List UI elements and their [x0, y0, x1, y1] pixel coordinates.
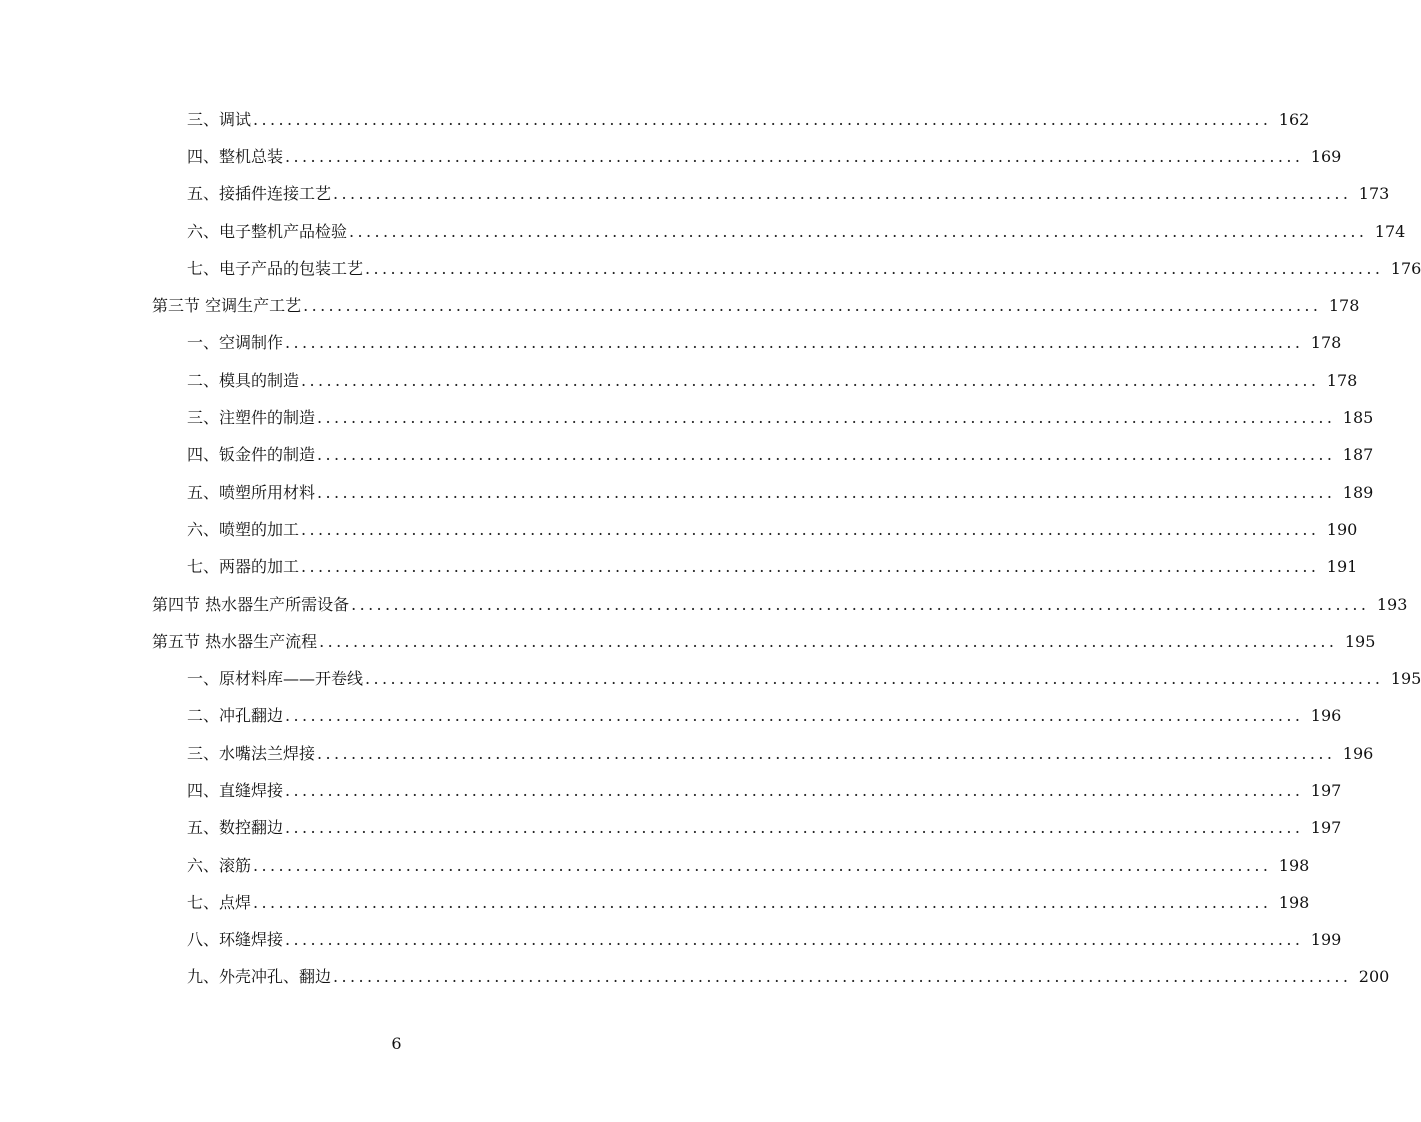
toc-dot-leader: ........................................................................................................................	[253, 109, 1272, 129]
toc-entry-title: 七、两器的加工	[187, 557, 300, 577]
toc-entry-title: 一、空调制作	[187, 333, 284, 353]
toc-entry-page: 173	[1358, 184, 1390, 204]
toc-entry[interactable]	[152, 586, 1408, 623]
toc-dot-leader: ........................................................................................................................	[317, 445, 1336, 465]
toc-entry[interactable]	[187, 959, 1390, 996]
toc-entry-page: 178	[1328, 296, 1360, 316]
toc-entry[interactable]	[187, 549, 1358, 586]
toc-entry[interactable]	[187, 101, 1310, 138]
toc-entry-page: 162	[1278, 109, 1310, 129]
toc-entry-page: 193	[1376, 594, 1408, 614]
toc-entry-title: 六、电子整机产品检验	[187, 221, 348, 241]
toc-entry[interactable]	[187, 735, 1374, 772]
toc-entry-title: 五、喷塑所用材料	[187, 482, 316, 502]
toc-entry-page: 199	[1310, 930, 1342, 950]
toc-dot-leader: ........................................................................................................................	[285, 930, 1304, 950]
table-of-contents	[0, 101, 1421, 996]
toc-dot-leader: ........................................................................................................................	[317, 743, 1336, 763]
toc-entry-title: 第三节 空调生产工艺	[152, 296, 302, 316]
toc-entry-title: 七、电子产品的包装工艺	[187, 258, 364, 278]
toc-entry-page: 178	[1326, 370, 1358, 390]
toc-entry-page: 190	[1326, 519, 1358, 539]
toc-dot-leader: ........................................................................................................................	[351, 594, 1370, 614]
toc-entry[interactable]	[187, 772, 1342, 809]
toc-entry[interactable]	[187, 884, 1310, 921]
toc-dot-leader: ........................................................................................................................	[285, 780, 1304, 800]
toc-dot-leader: ........................................................................................................................	[301, 557, 1320, 577]
toc-dot-leader: ........................................................................................................................	[333, 184, 1352, 204]
toc-entry-page: 191	[1326, 557, 1358, 577]
toc-dot-leader: ........................................................................................................................	[365, 258, 1384, 278]
toc-entry-title: 一、原材料库——开卷线	[187, 669, 364, 689]
toc-dot-leader: ........................................................................................................................	[319, 631, 1338, 651]
toc-entry-title: 三、调试	[187, 109, 252, 129]
toc-entry-title: 三、注塑件的制造	[187, 408, 316, 428]
toc-entry-page: 185	[1342, 408, 1374, 428]
toc-entry[interactable]	[187, 325, 1342, 362]
toc-entry-title: 六、滚筋	[187, 855, 252, 875]
toc-entry[interactable]	[187, 399, 1374, 436]
toc-entry-page: 197	[1310, 780, 1342, 800]
toc-entry[interactable]	[187, 138, 1342, 175]
toc-entry-page: 178	[1310, 333, 1342, 353]
toc-entry-page: 196	[1310, 706, 1342, 726]
toc-dot-leader: ........................................................................................................................	[253, 892, 1272, 912]
toc-entry-title: 八、环缝焊接	[187, 930, 284, 950]
toc-entry-page: 176	[1390, 258, 1421, 278]
toc-entry-title: 五、数控翻边	[187, 818, 284, 838]
toc-dot-leader: ........................................................................................................................	[365, 669, 1384, 689]
toc-entry-title: 四、整机总装	[187, 146, 284, 166]
toc-entry-title: 三、水嘴法兰焊接	[187, 743, 316, 763]
toc-entry[interactable]	[152, 623, 1376, 660]
toc-dot-leader: ........................................................................................................................	[253, 855, 1272, 875]
toc-entry-page: 174	[1374, 221, 1406, 241]
toc-list	[0, 101, 1421, 996]
toc-dot-leader: ........................................................................................................................	[285, 706, 1304, 726]
toc-entry[interactable]	[187, 362, 1358, 399]
toc-dot-leader: ........................................................................................................................	[317, 482, 1336, 502]
toc-entry-title: 第五节 热水器生产流程	[152, 631, 318, 651]
toc-dot-leader: ........................................................................................................................	[349, 221, 1368, 241]
toc-dot-leader: ........................................................................................................................	[301, 519, 1320, 539]
toc-entry[interactable]	[187, 474, 1374, 511]
toc-entry[interactable]	[187, 511, 1358, 548]
toc-dot-leader: ........................................................................................................................	[333, 967, 1352, 987]
toc-entry-page: 200	[1358, 967, 1390, 987]
toc-entry-title: 四、直缝焊接	[187, 780, 284, 800]
toc-entry[interactable]	[187, 810, 1342, 847]
toc-entry[interactable]	[187, 660, 1421, 697]
toc-entry-title: 四、钣金件的制造	[187, 445, 316, 465]
toc-entry-page: 198	[1278, 855, 1310, 875]
toc-entry-page: 197	[1310, 818, 1342, 838]
toc-entry-title: 第四节 热水器生产所需设备	[152, 594, 350, 614]
toc-entry[interactable]	[187, 437, 1374, 474]
toc-entry-title: 六、喷塑的加工	[187, 519, 300, 539]
toc-entry-title: 五、接插件连接工艺	[187, 184, 332, 204]
toc-entry[interactable]	[187, 698, 1342, 735]
toc-entry-title: 二、模具的制造	[187, 370, 300, 390]
toc-dot-leader: ........................................................................................................................	[303, 296, 1322, 316]
toc-entry[interactable]	[152, 287, 1360, 324]
page-number: 6	[391, 1034, 402, 1053]
toc-entry[interactable]	[187, 847, 1310, 884]
toc-dot-leader: ........................................................................................................................	[285, 146, 1304, 166]
toc-entry-page: 196	[1342, 743, 1374, 763]
toc-entry[interactable]	[187, 213, 1406, 250]
toc-entry[interactable]	[187, 176, 1390, 213]
toc-entry-page: 198	[1278, 892, 1310, 912]
toc-entry-page: 169	[1310, 146, 1342, 166]
toc-dot-leader: ........................................................................................................................	[285, 818, 1304, 838]
toc-entry-title: 七、点焊	[187, 892, 252, 912]
toc-dot-leader: ........................................................................................................................	[285, 333, 1304, 353]
toc-entry-title: 九、外壳冲孔、翻边	[187, 967, 332, 987]
toc-entry-page: 189	[1342, 482, 1374, 502]
toc-dot-leader: ........................................................................................................................	[301, 370, 1320, 390]
toc-entry[interactable]	[187, 922, 1342, 959]
toc-entry-title: 二、冲孔翻边	[187, 706, 284, 726]
toc-dot-leader: ........................................................................................................................	[317, 408, 1336, 428]
toc-entry-page: 195	[1344, 631, 1376, 651]
toc-entry[interactable]	[187, 250, 1421, 287]
toc-entry-page: 187	[1342, 445, 1374, 465]
toc-entry-page: 195	[1390, 669, 1421, 689]
